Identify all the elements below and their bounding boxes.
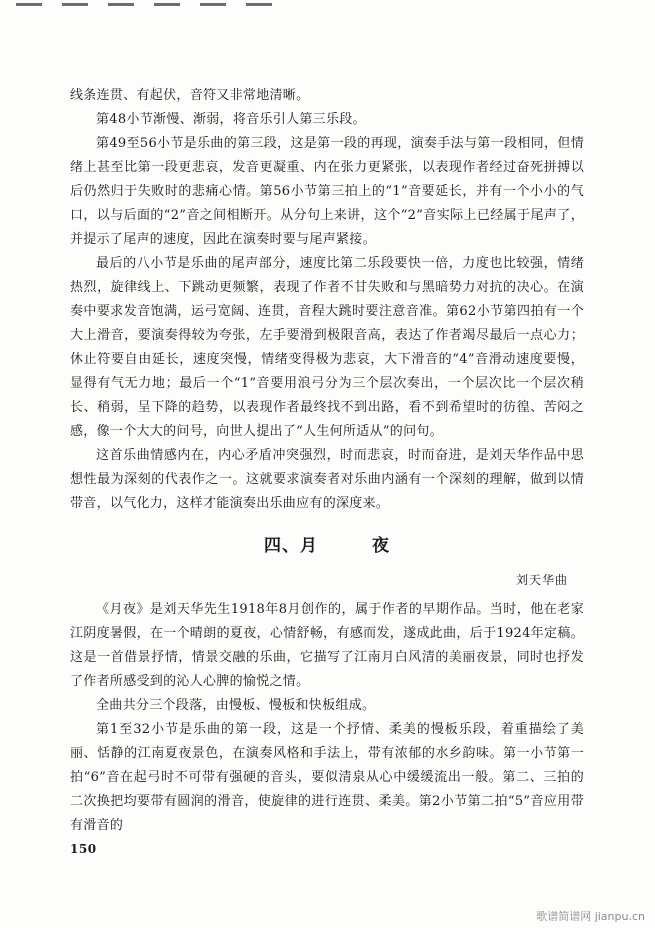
section-title-part2: 夜 [372,536,390,556]
top-edge-dash [16,3,42,6]
paragraph: 第1至32小节是乐曲的第一段，这是一个抒情、柔美的慢板乐段，着重描绘了美丽、恬静的江南夏夜景色，在演奏风格和手法上，带有浓郁的水乡韵味。第一小节第一拍“6”音在起弓时不可带有强硬的音头，要似清泉从心中缓缓流出一般。第二、三拍的二次换把均要带有圆润的滑音，使旋律的进行连贯、柔美。第2小节第二拍“5”音应用带有滑音的 [70,722,584,833]
page-body [70,84,584,838]
paragraph: 全曲共分三个段落，由慢板、慢板和快板组成。 [96,698,376,713]
paragraph: 第48小节渐慢、渐弱，将音乐引人第三乐段。 [96,112,366,127]
top-edge-dash [246,3,272,6]
top-edge-dash [200,3,226,6]
paragraph: 最后的八小节是乐曲的尾声部分，速度比第二乐段要快一倍，力度也比较强，情绪热烈，旋律线上、下跳动更频繁，表现了作者不甘失败和与黑暗势力对抗的决心。在演奏中要求发音饱满，运弓宽阔、连贯，音程大跳时要注意音准。第62小节第四拍有一个大上滑音，要演奏得较为夸张，左手要滑到极限音高，表达了作者竭尽最后一点心力；休止符要自由延长，速度突慢，情绪变得极为悲哀，大下滑音的“4”音滑动速度要慢，显得有气无力地；最后一个“1”音要用浪弓分为三个层次奏出，一个层次比一个层次稍长、稍弱，呈下降的趋势，以表现作者最终找不到出路，看不到希望时的彷徨、苦闷之感，像一个大大的问号，向世人提出了“人生何所适从”的问句。 [70,256,584,439]
section-title-part1: 四、月 [264,536,318,556]
paragraph: 线条连贯、有起伏，音符又非常地清晰。 [70,88,310,103]
section-title [70,534,584,558]
top-edge-dash [108,3,134,6]
top-edge-dash [62,3,88,6]
paragraph: 第49至56小节是乐曲的第三段，这是第一段的再现，演奏手法与第一段相同，但情绪上甚至比第一段更悲哀，发音更凝重、内在张力更紧张，以表现作者经过奋死拼搏以后仍然归于失败时的悲痛心情。第56小节第三拍上的“1”音要延长，并有一个小小的气口，以与后面的“2”音之间相断开。从分句上来讲，这个“2”音实际上已经属于尾声了，并提示了尾声的速度，因此在演奏时要与尾声紧接。 [70,136,584,247]
paragraph: 《月夜》是刘天华先生1918年8月创作的，属于作者的早期作品。当时，他在老家江阴度暑假，在一个晴朗的夏夜，心情舒畅，有感而发，遂成此曲，后于1924年定稿。这是一首借景抒情，情景交融的乐曲，它描写了江南月白风清的美丽夜景，同时也抒发了作者所感受到的沁人心脾的愉悦之情。 [70,602,584,689]
top-edge-marks [0,0,655,12]
watermark: 歌谱简谱网 jianpu.cn [536,910,645,923]
top-edge-dash [154,3,180,6]
page-number: 150 [70,842,97,856]
composer-credit: 刘天华曲 [515,573,568,587]
paragraph: 这首乐曲情感内在，内心矛盾冲突强烈，时而悲哀，时而奋进，是刘天华作品中思想性最为深刻的代表作之一。这就要求演奏者对乐曲内涵有一个深刻的理解，做到以情带音，以气化力，这样才能演奏出乐曲应有的深度来。 [70,448,584,511]
